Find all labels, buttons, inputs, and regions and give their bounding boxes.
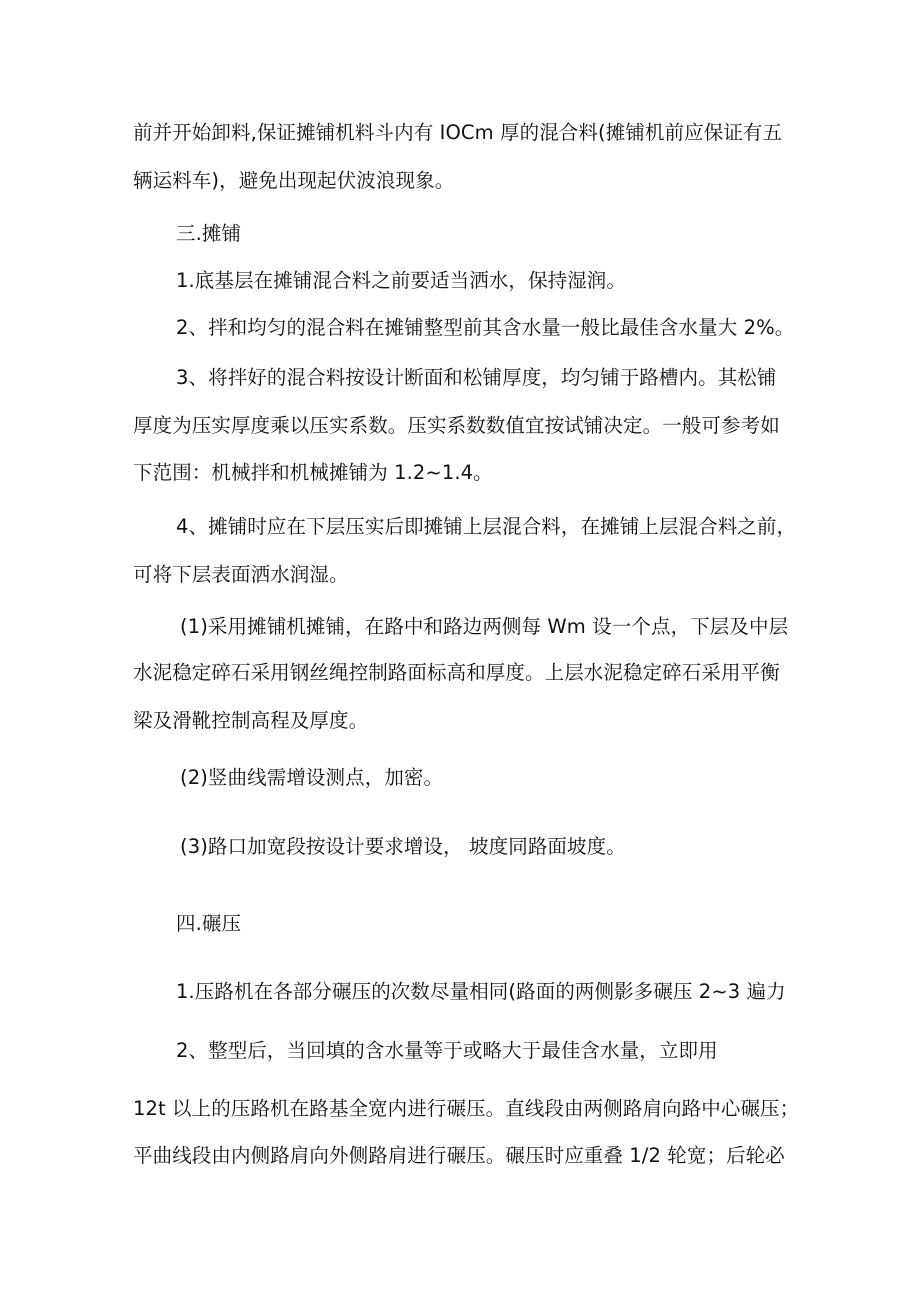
paragraph-line: 1.底基层在摊铺混合料之前要适当洒水，保持湿润。 — [176, 269, 627, 292]
section-heading: 四.碾压 — [176, 912, 242, 935]
paragraph-line: 厚度为压实厚度乘以压实系数。压实系数数值宜按试铺决定。一般可参考如 — [133, 414, 780, 437]
paragraph-line: 3、将拌好的混合料按设计断面和松铺厚度，均匀铺于路槽内。其松铺 — [176, 366, 777, 389]
paragraph-line: 水泥稳定碎石采用钢丝绳控制路面标高和厚度。上层水泥稳定碎石采用平衡 — [133, 661, 780, 684]
paragraph-line: 12t 以上的压路机在路基全宽内进行碾压。直线段由两侧路肩向路中心碾压； — [133, 1097, 800, 1120]
paragraph-line: 平曲线段由内侧路肩向外侧路肩进行碾压。碾压时应重叠 1/2 轮宽；后轮必 — [133, 1144, 785, 1167]
paragraph-line: (2)竖曲线需增设测点，加密。 — [180, 766, 444, 789]
paragraph-line: 前并开始卸料,保证摊铺机料斗内有 IOCm 厚的混合料(摊铺机前应保证有五 — [133, 121, 783, 144]
paragraph-line: 下范围：机械拌和机械摊铺为 1.2~1.4。 — [133, 461, 493, 484]
paragraph-line: 2、整型后，当回填的含水量等于或略大于最佳含水量，立即用 — [176, 1039, 718, 1062]
paragraph-line: (1)采用摊铺机摊铺，在路中和路边两侧每 Wm 设一个点，下层及中层 — [180, 615, 789, 638]
paragraph-line: (3)路口加宽段按设计要求增设， 坡度同路面坡度。 — [180, 835, 626, 858]
paragraph-line: 辆运料车)，避免出现起伏波浪现象。 — [133, 169, 455, 192]
paragraph-line: 1.压路机在各部分碾压的次数尽量相同(路面的两侧影多碾压 2~3 遍力 — [176, 980, 786, 1003]
paragraph-line: 梁及滑靴控制高程及厚度。 — [133, 709, 369, 732]
paragraph-line: 4、摊铺时应在下层压实后即摊铺上层混合料，在摊铺上层混合料之前， — [176, 515, 797, 538]
paragraph-line: 2、拌和均匀的混合料在摊铺整型前其含水量一般比最佳含水量大 2%。 — [176, 316, 795, 339]
section-heading: 三.摊铺 — [176, 222, 242, 245]
paragraph-line: 可将下层表面洒水润湿。 — [133, 563, 349, 586]
